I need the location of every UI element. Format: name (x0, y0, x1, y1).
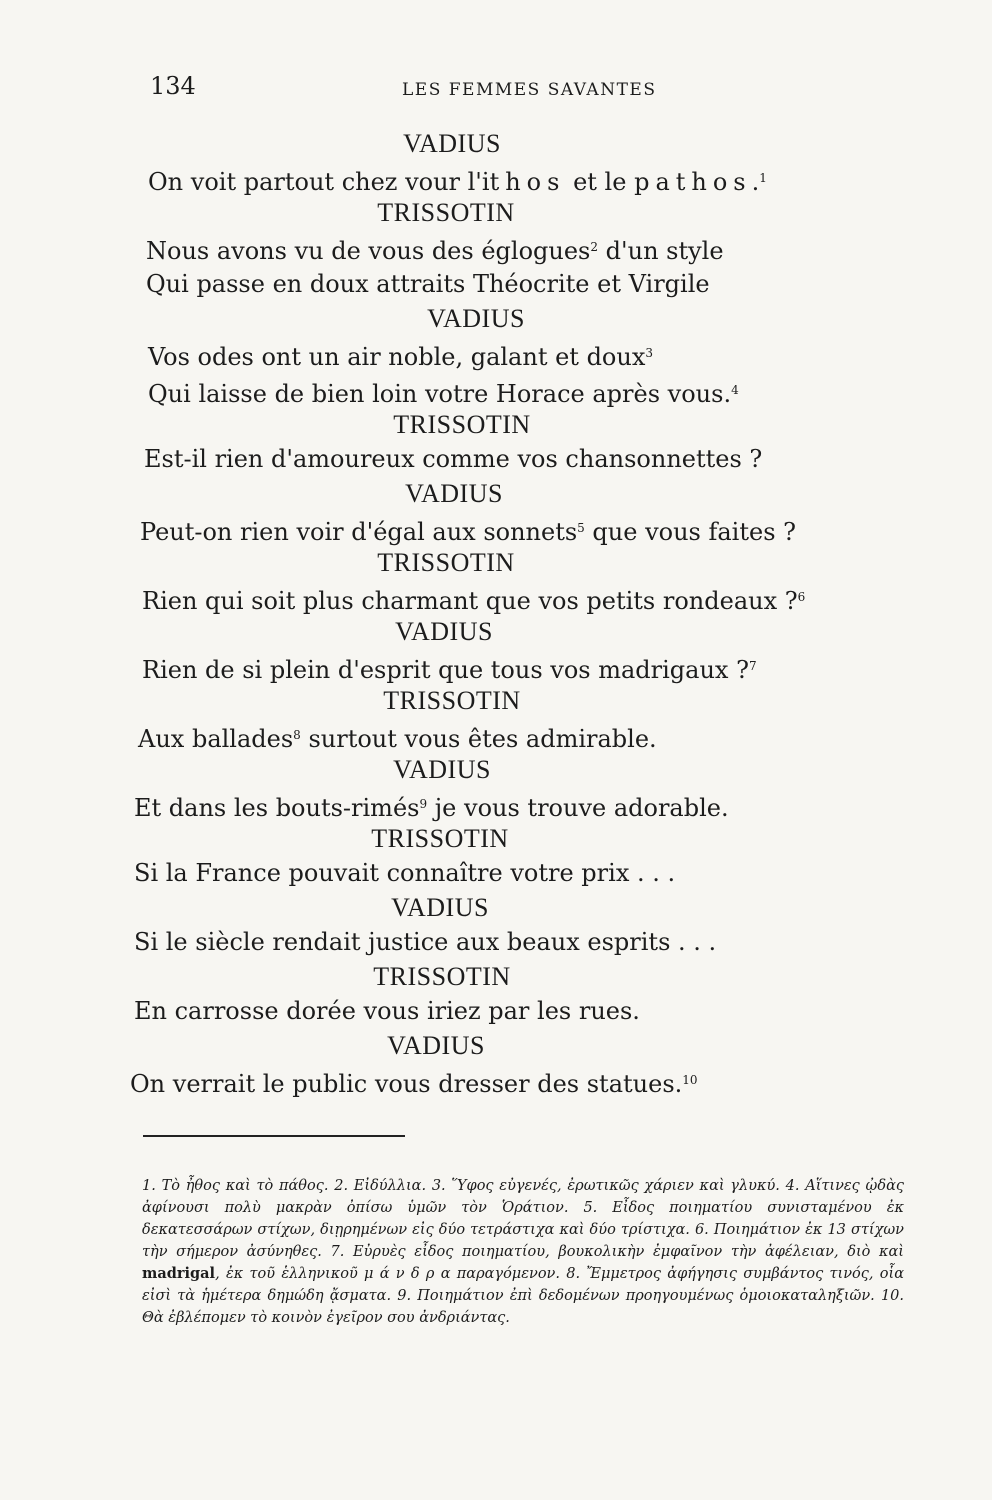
verse-text: Aux ballades (138, 725, 294, 753)
verse-text: Vos odes ont un air noble, galant et doux (148, 343, 646, 371)
footnote-4: 4. Αἵτινες ᾠδὰς ἀφίνουσι πολὺ μακρὰν ὀπίσω ὑμῶν τὸν Ὁράτιον. (142, 1178, 905, 1216)
verse-text: surtout vous êtes admirable. (300, 725, 657, 753)
speaker-vadius: VADIUS (387, 1031, 485, 1060)
verse-line (120, 372, 880, 409)
speaker-trissotin: TRISSOTIN (393, 410, 531, 439)
verse-text: On verrait le public vous dresser des statues. (130, 1070, 683, 1098)
verse-text: pathos (634, 168, 752, 196)
footnote-7-text: 7. Εὐρυὲς εἶδος ποιηματίου, βουκολικὴν ἐμφαῖνον τὴν ἀφέλειαν, διὸ καὶ (330, 1244, 904, 1260)
footnote-divider (143, 1135, 405, 1137)
footnote-6: 6. Ποιημάτιον ἐκ 13 στίχων τὴν σήμερον ἀσύνηθες. (142, 1222, 904, 1260)
footnote-3: 3. Ὕφος εὐγενές, ἐρωτικῶς χάριεν καὶ γλυκύ. (431, 1178, 780, 1194)
dialogue (120, 128, 880, 1099)
speaker-vadius: VADIUS (395, 617, 493, 646)
speaker-vadius: VADIUS (391, 893, 489, 922)
footnote-marker: 8 (293, 728, 301, 742)
verse-line (120, 786, 880, 823)
verse-text: que vous faites ? (584, 518, 797, 546)
verse-line (120, 717, 880, 754)
speaker-trissotin: TRISSOTIN (371, 824, 509, 853)
verse-line (120, 335, 880, 372)
verse-line: Qui passe en doux attraits Théocrite et Virgile (146, 270, 710, 298)
verse-line: Est-il rien d'amoureux comme vos chansonnettes ? (144, 445, 763, 473)
speaker-vadius: VADIUS (393, 755, 491, 784)
footnote-9: 9. Ποιημάτιον ἐπὶ δεδομένων προηγουμένως ὁμοιοκαταληξιῶν. (397, 1288, 875, 1304)
footnote-10: 10. Θὰ ἐβλέπομεν τὸ κοινὸν ἐγεῖρον σου ἀνδριάντας. (142, 1288, 905, 1326)
verse-text: Nous avons vu de vous des églogues (146, 237, 591, 265)
speaker-trissotin: TRISSOTIN (383, 686, 521, 715)
speaker-vadius: VADIUS (427, 304, 525, 333)
speaker-trissotin: TRISSOTIN (377, 198, 515, 227)
footnote-marker: 1 (759, 171, 767, 185)
running-title: LES FEMMES SAVANTES (402, 80, 657, 100)
footnote-marker: 10 (682, 1073, 698, 1087)
footnote-marker: 9 (419, 797, 428, 811)
verse-text: d'un style (598, 237, 724, 265)
footnote-marker: 4 (731, 383, 739, 397)
speaker-trissotin: TRISSOTIN (373, 962, 511, 991)
footnote-7-text: , ἐκ τοῦ ἑλληνικοῦ μ ά ν δ ρ α παραγόμενον. (215, 1266, 560, 1282)
verse-text: . (751, 168, 760, 196)
verse-text: et le (565, 168, 635, 196)
footnote-marker: 2 (590, 240, 599, 254)
verse-line (120, 229, 880, 266)
page-number: 134 (150, 72, 196, 100)
verse-line (120, 648, 880, 685)
footnote-8: 8. Ἔμμετρος ἀφήγησις συμβάντος τινός, οἷα εἰσὶ τὰ ἡμέτερα δημώδη ᾄσματα. (142, 1266, 904, 1304)
verse-text: je vous trouve adorable. (427, 794, 729, 822)
speaker-trissotin: TRISSOTIN (377, 548, 515, 577)
verse-text: Et dans les bouts-rimés (134, 794, 420, 822)
speaker-vadius: VADIUS (405, 479, 503, 508)
footnote-marker: 5 (577, 521, 585, 535)
footnote-5: 5. Εἶδος ποιηματίου συνισταμένου ἐκ δεκατεσσάρων στίχων, διῃρημένων εἰς δύο τετράστιχα καὶ δύο τρίστιχα. (142, 1200, 904, 1238)
verse-text: Peut-on rien voir d'égal aux sonnets (140, 518, 578, 546)
verse-text: thos (489, 168, 566, 196)
footnote-marker: 6 (797, 590, 806, 604)
footnote-marker: 7 (748, 659, 757, 673)
verse-line (120, 510, 880, 547)
verse-text: On voit partout chez vour l'i (148, 168, 490, 196)
footnote-2: 2. Εἰδύλλια. (334, 1178, 427, 1194)
verse-text: Rien de si plein d'esprit que tous vos madrigaux ? (142, 656, 749, 684)
verse-line: En carrosse dorée vous iriez par les rues. (134, 997, 640, 1025)
footnotes (142, 1175, 904, 1329)
verse-line: Si la France pouvait connaître votre prix . . . (134, 859, 676, 887)
verse-line (120, 160, 880, 197)
verse-text: Qui laisse de bien loin votre Horace après vous. (148, 380, 732, 408)
verse-text: Rien qui soit plus charmant que vos petits rondeaux ? (142, 587, 798, 615)
verse-line (120, 579, 880, 616)
footnote-7-term: madrigal (142, 1265, 216, 1282)
verse-line: Si le siècle rendait justice aux beaux esprits . . . (134, 928, 717, 956)
footnote-marker: 3 (645, 346, 654, 360)
speaker-vadius: VADIUS (403, 129, 501, 158)
page-header (150, 72, 710, 102)
footnote-1: 1. Τὸ ἦθος καὶ τὸ πάθος. (142, 1178, 329, 1194)
verse-line (120, 1062, 880, 1099)
